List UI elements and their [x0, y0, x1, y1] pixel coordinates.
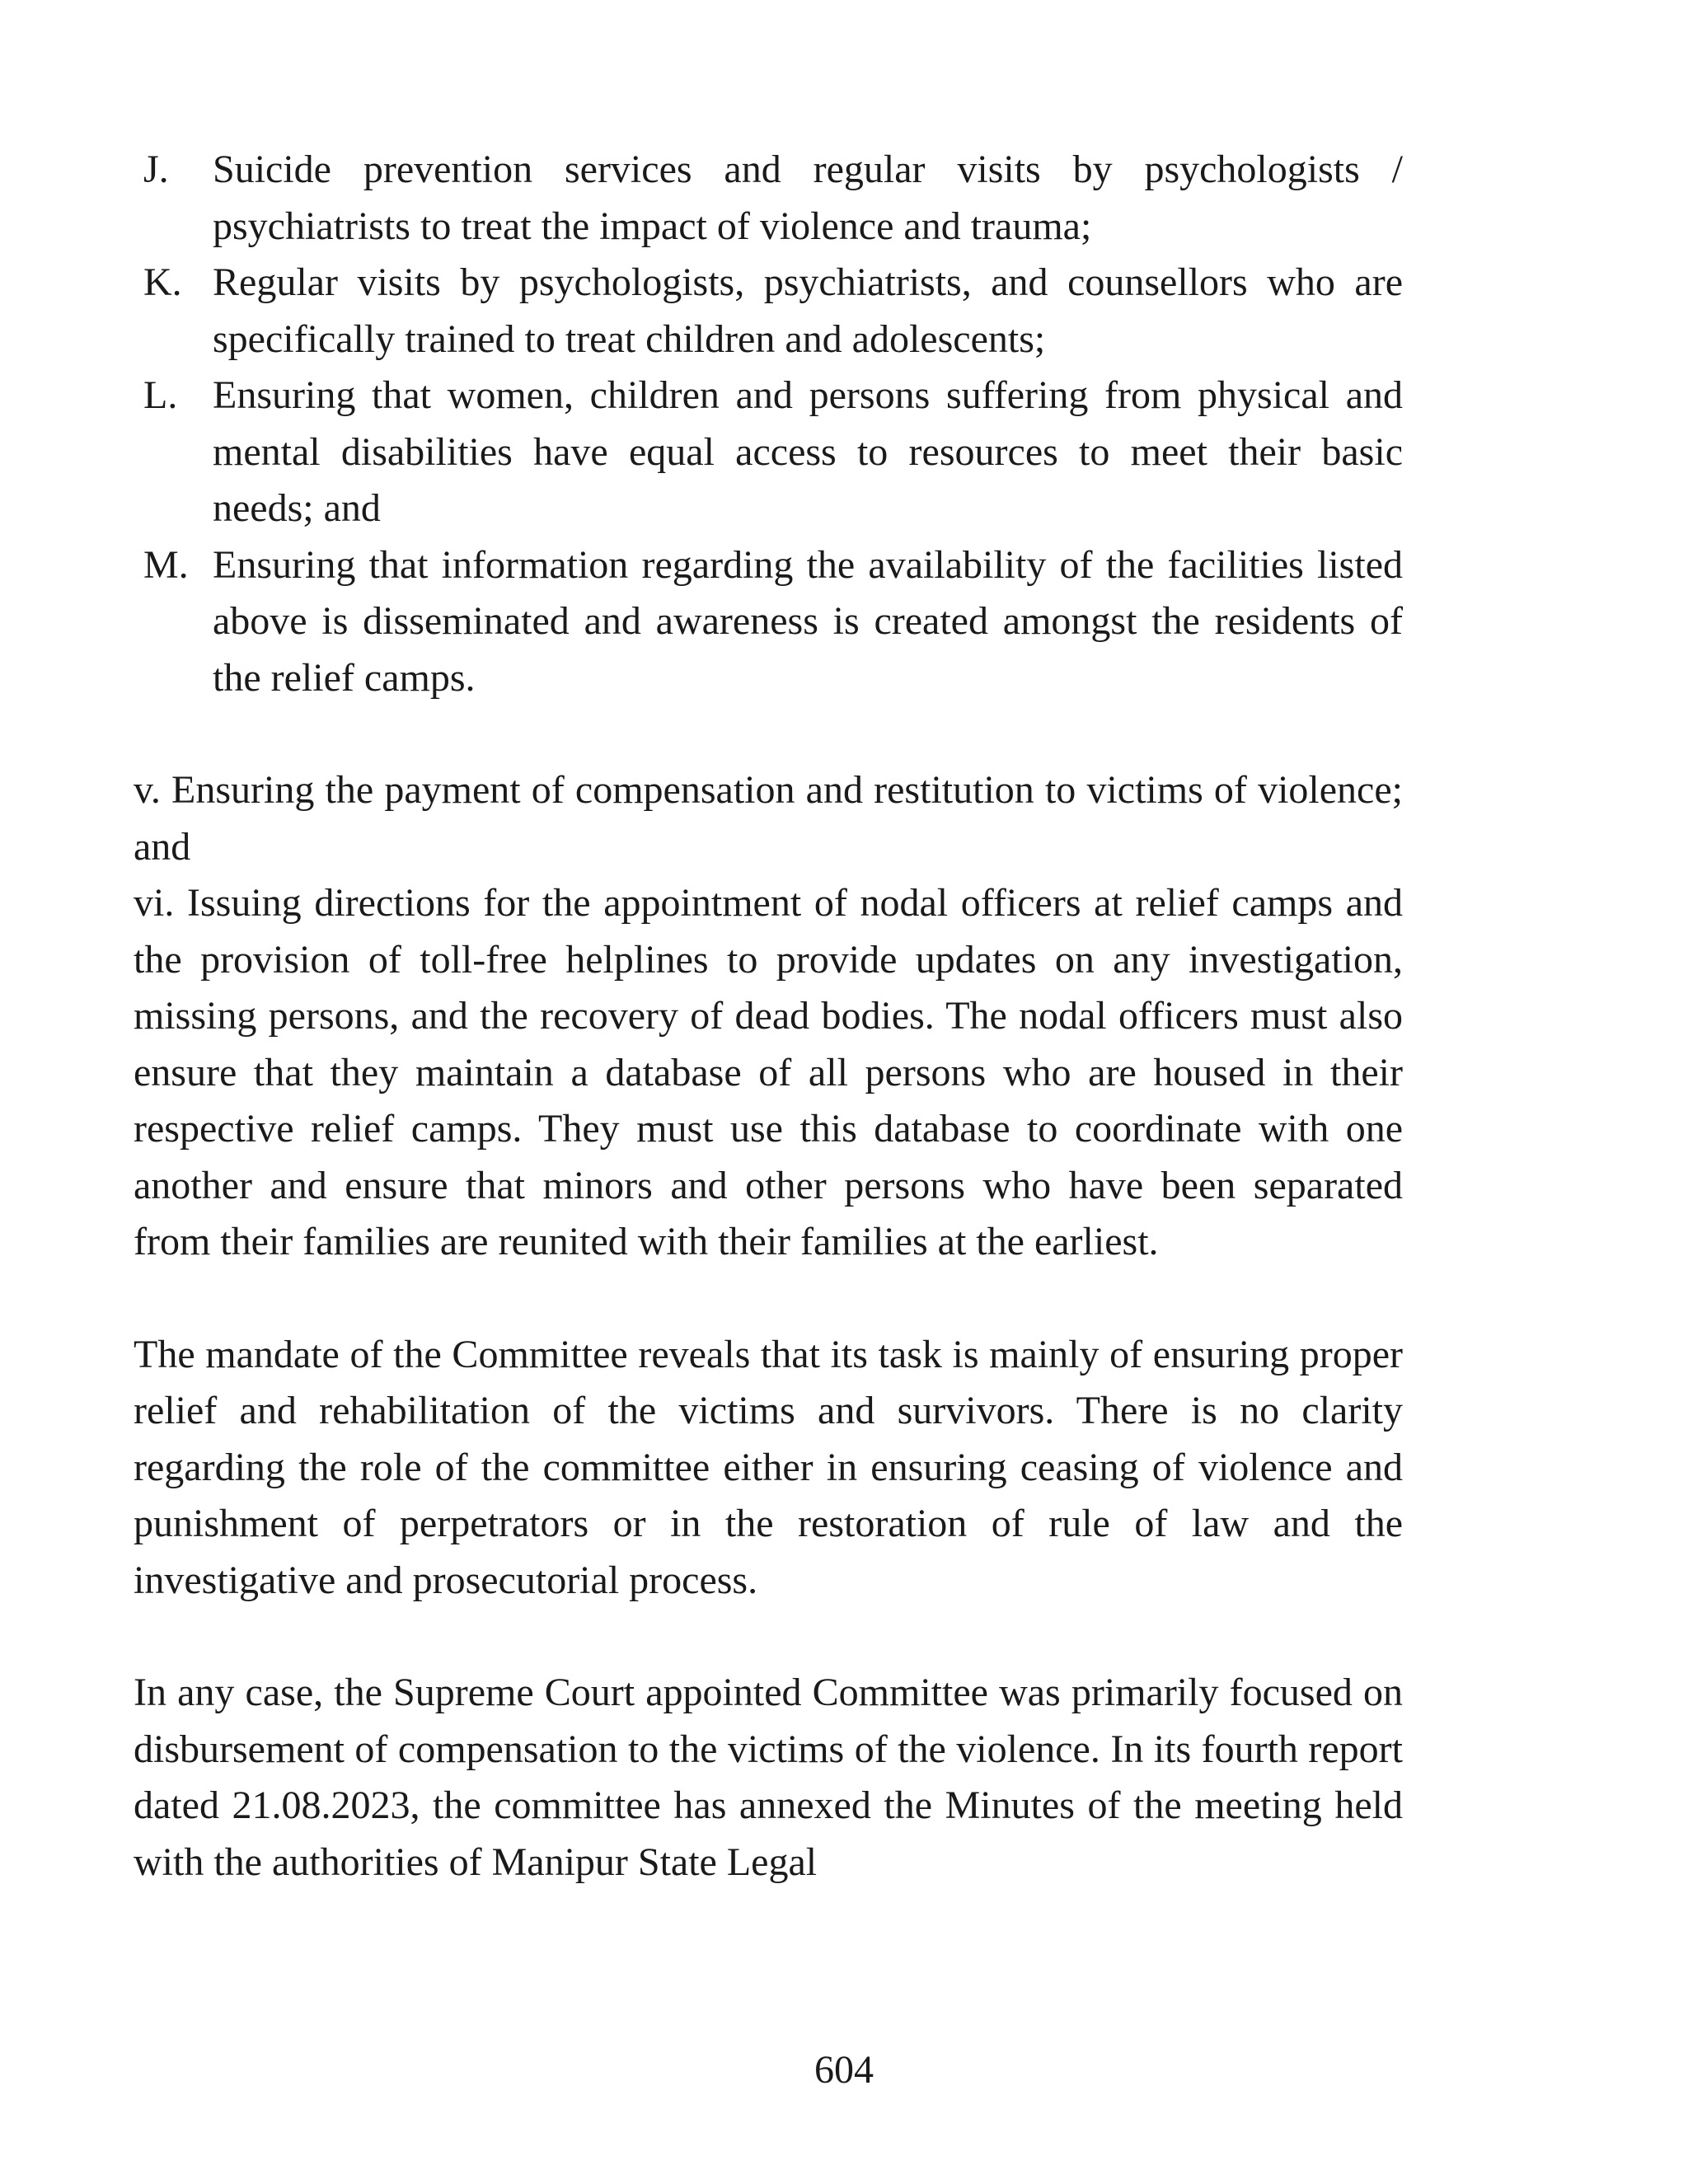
lettered-list [134, 142, 1403, 706]
list-marker: J. [143, 148, 169, 191]
list-item-l [134, 368, 1403, 537]
spacer [134, 1609, 1403, 1665]
list-item-text: Ensuring that women, children and persons suffering from physical and mental disabilities have equal access to resources to meet their basic needs; and [213, 373, 1403, 530]
spacer [134, 706, 1403, 762]
document-page [134, 142, 1403, 1891]
roman-item-v: v. Ensuring the payment of compensation and restitution to victims of violence; and [134, 768, 1403, 869]
list-item-text: Ensuring that information regarding the availability of the facilities listed above is disseminated and awareness is created amongst the residents of the relief camps. [213, 542, 1403, 700]
list-item-k [134, 255, 1403, 368]
roman-list [134, 762, 1403, 1271]
paragraph-mandate: The mandate of the Committee reveals that its task is mainly of ensuring proper relief and rehabilitation of the victims and survivors. There is no clarity regarding the role of the committee either in ensuring ceasing of violence and punishment of perpetrators or in the restoration of rule of law and the investigative and prosecutorial process. [134, 1332, 1403, 1602]
paragraph-compensation: In any case, the Supreme Court appointed Committee was primarily focused on disbursement of compensation to the victims of the violence. In its fourth report dated 21.08.2023, the committee has annexed the Minutes of the meeting held with the authorities of Manipur State Legal [134, 1671, 1403, 1884]
list-item-j [134, 142, 1403, 255]
list-item-text: Suicide prevention services and regular visits by psychologists / psychiatrists to treat the impact of violence and trauma; [213, 148, 1403, 248]
list-marker: L. [143, 373, 178, 417]
roman-item-vi: vi. Issuing directions for the appointment of nodal officers at relief camps and the provision of toll-free helplines to provide updates on any investigation, missing persons, and the recovery of dead bodies. The nodal officers must also ensure that they maintain a database of all persons who are housed in their respective relief camps. They must use this database to coordinate with one another and ensure that minors and other persons who have been separated from their families are reunited with their families at the earliest. [134, 881, 1403, 1263]
list-marker: K. [143, 260, 182, 304]
page-number: 604 [814, 2048, 874, 2092]
list-marker: M. [143, 542, 189, 587]
spacer [134, 1271, 1403, 1327]
list-item-text: Regular visits by psychologists, psychiatrists, and counsellors who are specifically trained to treat children and adolescents; [213, 260, 1403, 361]
list-item-m [134, 537, 1403, 707]
